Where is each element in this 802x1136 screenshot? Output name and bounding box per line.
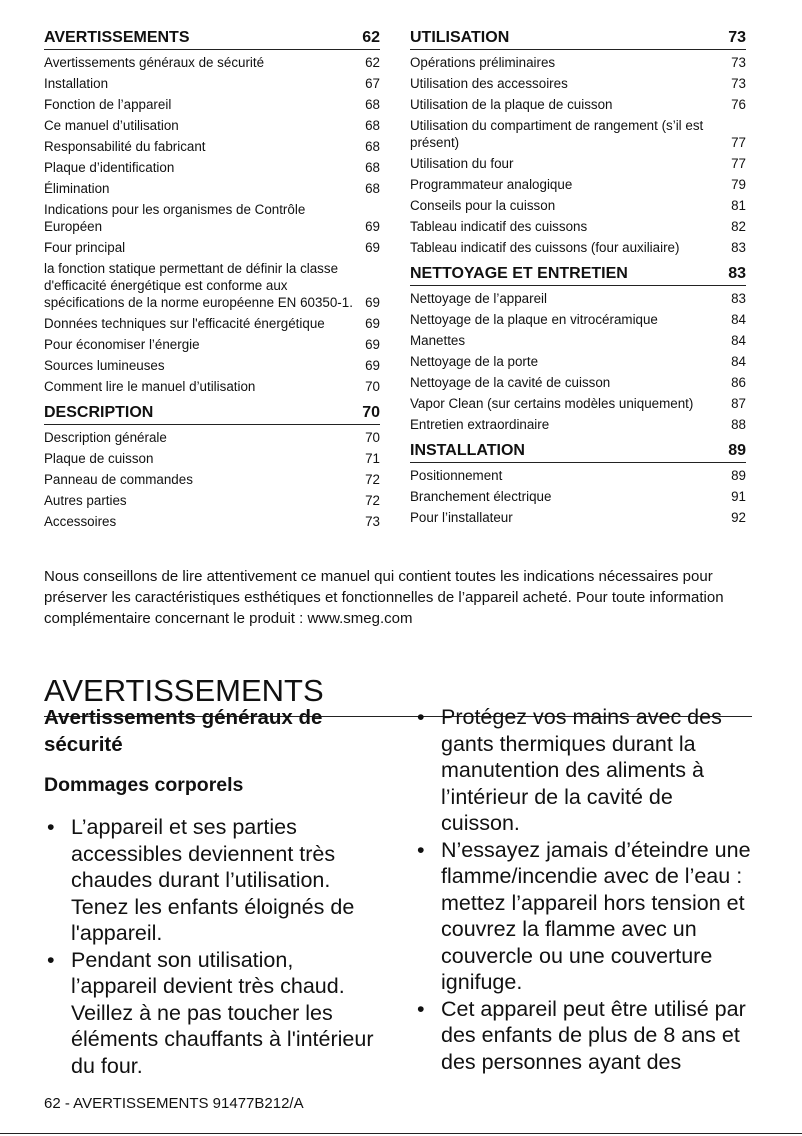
- toc-entry-text: Panneau de commandes: [44, 472, 193, 487]
- toc-entry-text: Utilisation du compartiment de rangement (s’il est présent): [410, 118, 704, 150]
- toc-entry-page: 70: [365, 430, 380, 445]
- toc-entry: [44, 199, 380, 237]
- toc-entry-text: Responsabilité du fabricant: [44, 139, 206, 154]
- body-right-column: [414, 704, 754, 1075]
- toc-entry: [44, 94, 380, 115]
- toc-left-column: [44, 26, 380, 532]
- toc-entry-text: Nettoyage de la porte: [410, 354, 539, 369]
- toc-section-heading: [410, 439, 746, 463]
- toc-entry: [44, 490, 380, 511]
- toc-section: [410, 262, 746, 435]
- toc-entry-text: Description générale: [44, 430, 167, 445]
- toc-entry-text: Ce manuel d’utilisation: [44, 118, 179, 133]
- toc-entry: [410, 372, 746, 393]
- toc-entry-page: 68: [365, 139, 380, 154]
- toc-entry-page: 77: [731, 135, 746, 150]
- toc-entry: [410, 330, 746, 351]
- toc-entry-text: Nettoyage de l’appareil: [410, 291, 547, 306]
- toc-section-page: 70: [362, 404, 380, 421]
- page-footer: 62 - AVERTISSEMENTS 91477B212/A: [44, 1095, 304, 1112]
- bullet-text: Pendant son utilisation, l’appareil devient très chaud. Veillez à ne pas toucher les éléments chauffants à l'intérieur du four.: [71, 947, 374, 1078]
- toc-entry: [44, 115, 380, 136]
- toc-section-title: AVERTISSEMENTS: [44, 29, 190, 46]
- toc-entry: [410, 507, 746, 528]
- toc-entry: [410, 115, 746, 153]
- toc-entry-text: Tableau indicatif des cuissons (four auxiliaire): [410, 240, 680, 255]
- toc-entry-page: 89: [731, 468, 746, 483]
- toc-section: [44, 26, 380, 397]
- toc-entry-page: 70: [365, 379, 380, 394]
- toc-entry: [410, 288, 746, 309]
- toc-entry: [410, 465, 746, 486]
- toc-entry-page: 67: [365, 76, 380, 91]
- toc-entry-page: 68: [365, 160, 380, 175]
- bullet-list-left: [44, 814, 384, 1079]
- toc-entry-page: 72: [365, 493, 380, 508]
- page-title: AVERTISSEMENTS: [44, 669, 752, 717]
- toc-section-page: 83: [728, 265, 746, 282]
- toc-entry: [44, 313, 380, 334]
- toc-entry-text: Programmateur analogique: [410, 177, 573, 192]
- toc-entry-text: Comment lire le manuel d’utilisation: [44, 379, 256, 394]
- toc-entry-text: Nettoyage de la plaque en vitrocéramique: [410, 312, 658, 327]
- toc-entry-text: Indications pour les organismes de Contrôle Européen: [44, 202, 306, 234]
- toc-entry-page: 84: [731, 354, 746, 369]
- toc-section-page: 62: [362, 29, 380, 46]
- bullet-item: [414, 837, 754, 996]
- toc-entry-page: 91: [731, 489, 746, 504]
- body-left-column: [44, 704, 384, 1079]
- toc-entry-text: Autres parties: [44, 493, 127, 508]
- bullet-item: [414, 704, 754, 837]
- bullet-item: [414, 996, 754, 1076]
- bullet-text: Protégez vos mains avec des gants thermiques durant la manutention des aliments à l’intérieur de la cavité de cuisson.: [441, 705, 722, 835]
- toc-section: [410, 26, 746, 258]
- toc-section-heading: [410, 26, 746, 50]
- toc-entry-text: Plaque d’identification: [44, 160, 175, 175]
- bullet-dot-icon: •: [417, 705, 425, 729]
- toc-right-column: [410, 26, 746, 528]
- toc-section-page: 89: [728, 442, 746, 459]
- toc-entry-text: Avertissements généraux de sécurité: [44, 55, 265, 70]
- toc-entry: [44, 334, 380, 355]
- toc-entry-text: Opérations préliminaires: [410, 55, 556, 70]
- toc-entry-page: 92: [731, 510, 746, 525]
- toc-entry-text: Pour économiser l’énergie: [44, 337, 200, 352]
- bullet-item: [44, 947, 384, 1080]
- toc-section: [44, 401, 380, 532]
- toc-entry-text: Utilisation des accessoires: [410, 76, 568, 91]
- toc-entry-page: 82: [731, 219, 746, 234]
- bullet-item: [44, 814, 384, 947]
- toc-entry-text: Tableau indicatif des cuissons: [410, 219, 588, 234]
- toc-entry: [410, 153, 746, 174]
- toc-entry-page: 83: [731, 291, 746, 306]
- toc-entry: [410, 94, 746, 115]
- toc-entry-page: 79: [731, 177, 746, 192]
- toc-entry-page: 68: [365, 181, 380, 196]
- toc-entry-text: Plaque de cuisson: [44, 451, 154, 466]
- toc-entry-page: 86: [731, 375, 746, 390]
- toc-entry-page: 69: [365, 358, 380, 373]
- bullet-list-right: [414, 704, 754, 1075]
- toc-entry-page: 76: [731, 97, 746, 112]
- toc-entry: [410, 195, 746, 216]
- toc-entry: [410, 351, 746, 372]
- toc-entry-text: Nettoyage de la cavité de cuisson: [410, 375, 611, 390]
- bullet-text: Cet appareil peut être utilisé par des enfants de plus de 8 ans et des personnes ayant des: [441, 996, 746, 1074]
- toc-entry-page: 69: [365, 316, 380, 331]
- toc-entry-page: 68: [365, 97, 380, 112]
- toc-entry-page: 84: [731, 333, 746, 348]
- toc-entry: [410, 309, 746, 330]
- toc-entry-text: Installation: [44, 76, 109, 91]
- bullet-text: L’appareil et ses parties accessibles deviennent très chaudes durant l’utilisation. Tenez les enfants éloignés de l'appareil.: [71, 815, 355, 945]
- toc-entry-text: Vapor Clean (sur certains modèles uniquement): [410, 396, 694, 411]
- toc-entry: [44, 448, 380, 469]
- toc-entry-text: Branchement électrique: [410, 489, 552, 504]
- toc-section-page: 73: [728, 29, 746, 46]
- toc-entry-text: Positionnement: [410, 468, 503, 483]
- toc-section-title: NETTOYAGE ET ENTRETIEN: [410, 265, 628, 282]
- toc-section-heading: [44, 26, 380, 50]
- subsection-heading: Dommages corporels: [44, 774, 244, 796]
- toc-entry-page: 69: [365, 295, 380, 310]
- toc-entry-page: 69: [365, 337, 380, 352]
- toc-entry: [44, 511, 380, 532]
- toc-section-title: UTILISATION: [410, 29, 510, 46]
- toc-entry-page: 73: [731, 76, 746, 91]
- toc-entry-page: 81: [731, 198, 746, 213]
- toc-entry: [44, 73, 380, 94]
- toc-entry: [410, 73, 746, 94]
- toc-entry-page: 88: [731, 417, 746, 432]
- toc-entry: [44, 355, 380, 376]
- toc-entry-page: 68: [365, 118, 380, 133]
- toc-entry: [44, 427, 380, 448]
- toc-entry-text: Four principal: [44, 240, 126, 255]
- toc-entry: [44, 237, 380, 258]
- toc-entry: [410, 237, 746, 258]
- toc-entry-text: Entretien extraordinaire: [410, 417, 550, 432]
- toc-entry-text: Utilisation de la plaque de cuisson: [410, 97, 613, 112]
- toc-section-title: DESCRIPTION: [44, 404, 154, 421]
- toc-entry: [44, 52, 380, 73]
- toc-entry-page: 73: [731, 55, 746, 70]
- bullet-dot-icon: •: [47, 815, 55, 839]
- bullet-dot-icon: •: [417, 837, 425, 862]
- toc-entry-page: 69: [365, 219, 380, 234]
- toc-entry-page: 72: [365, 472, 380, 487]
- toc-entry: [410, 414, 746, 435]
- toc-entry: [410, 486, 746, 507]
- toc-section-heading: [410, 262, 746, 286]
- bullet-dot-icon: •: [47, 947, 55, 972]
- toc-entry-text: Accessoires: [44, 514, 117, 529]
- toc-entry: [44, 258, 380, 313]
- toc-entry-page: 83: [731, 240, 746, 255]
- toc-section-title: INSTALLATION: [410, 442, 525, 459]
- toc-entry: [44, 469, 380, 490]
- toc-entry-text: Utilisation du four: [410, 156, 514, 171]
- bullet-text: N’essayez jamais d’éteindre une flamme/incendie avec de l’eau : mettez l’appareil hors tension et couvrez la flamme avec un couvercle ou une couverture ignifuge.: [441, 837, 751, 994]
- toc-entry-page: 73: [365, 514, 380, 529]
- section-heading: Avertissements généraux de sécurité: [44, 706, 323, 756]
- intro-paragraph: Nous conseillons de lire attentivement ce manuel qui contient toutes les indications nécessaires pour préserver les caractéristiques esthétiques et fonctionnelles de l’appareil acheté. Pour toute information complémentaire concernant le produit : www.smeg.com: [44, 568, 724, 627]
- toc-entry-text: la fonction statique permettant de définir la classe d'efficacité énergétique est conforme aux spécifications de la norme européenne EN 60350-1.: [44, 261, 353, 310]
- toc-entry-page: 69: [365, 240, 380, 255]
- toc-entry: [410, 216, 746, 237]
- toc-section-heading: [44, 401, 380, 425]
- toc-entry: [410, 52, 746, 73]
- toc-entry: [410, 393, 746, 414]
- toc-entry-text: Manettes: [410, 333, 466, 348]
- toc-entry: [44, 157, 380, 178]
- toc-entry: [44, 178, 380, 199]
- toc-entry-text: Sources lumineuses: [44, 358, 165, 373]
- toc-entry-text: Pour l’installateur: [410, 510, 513, 525]
- toc-entry-page: 71: [365, 451, 380, 466]
- toc-entry-text: Élimination: [44, 181, 110, 196]
- toc-entry-page: 84: [731, 312, 746, 327]
- toc-entry: [44, 376, 380, 397]
- bullet-dot-icon: •: [417, 996, 425, 1021]
- toc-entry: [44, 136, 380, 157]
- toc-entry-text: Fonction de l’appareil: [44, 97, 172, 112]
- toc-section: [410, 439, 746, 528]
- toc-entry-page: 87: [731, 396, 746, 411]
- toc-entry-text: Données techniques sur l'efficacité énergétique: [44, 316, 325, 331]
- toc-entry-text: Conseils pour la cuisson: [410, 198, 556, 213]
- footer-divider: [0, 1133, 802, 1134]
- toc-entry-page: 62: [365, 55, 380, 70]
- toc-entry: [410, 174, 746, 195]
- toc-entry-page: 77: [731, 156, 746, 171]
